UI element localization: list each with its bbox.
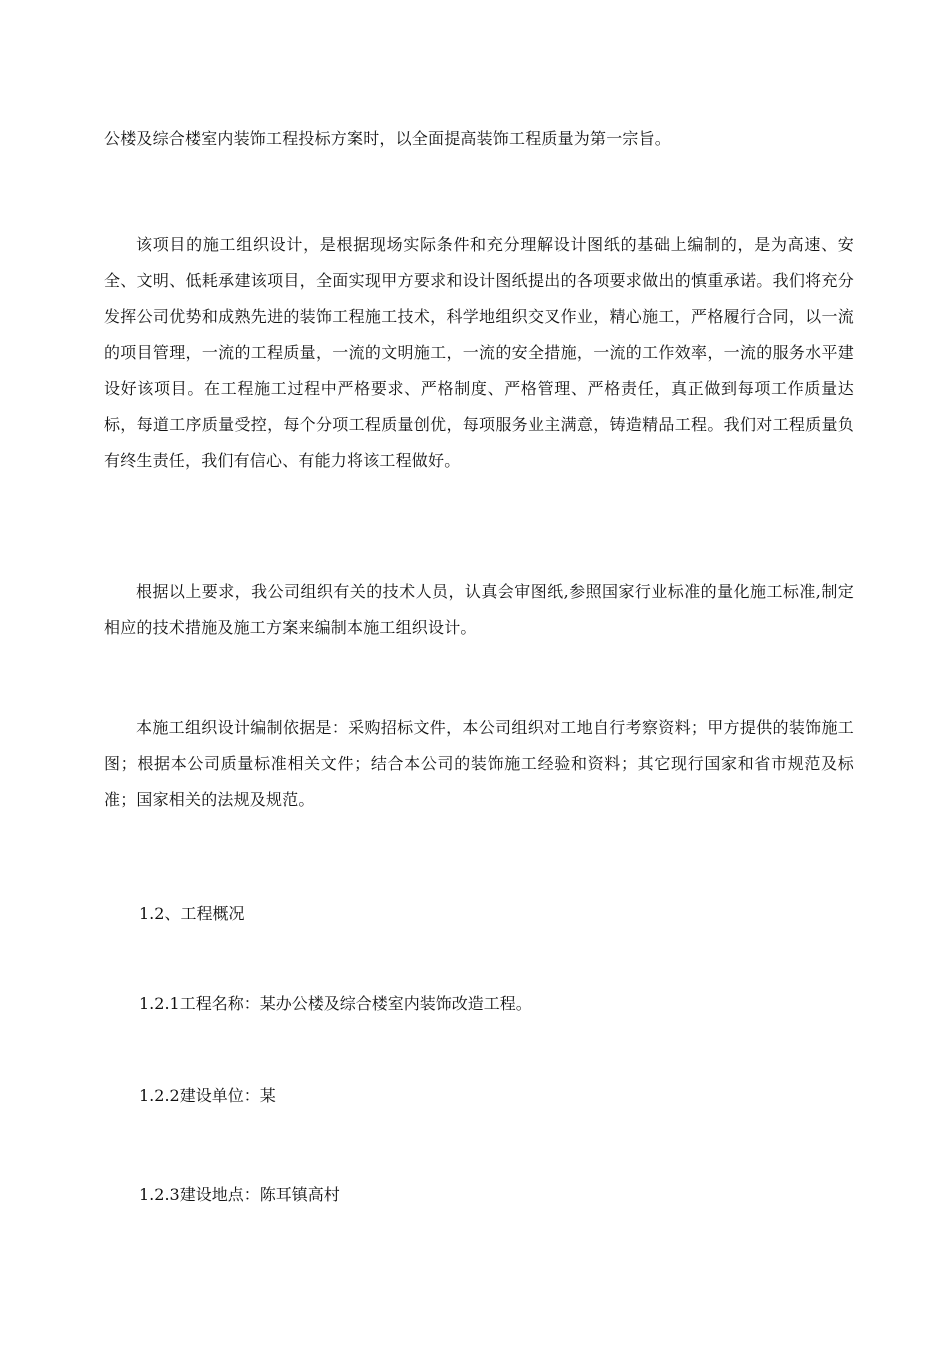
paragraph-basis: 本施工组织设计编制依据是：采购招标文件，本公司组织对工地自行考察资料；甲方提供的装饰施工图；根据本公司质量标准相关文件；结合本公司的装饰施工经验和资料；其它现行国家和省市规范及标准；国家相关的法规及规范。 (104, 718, 854, 809)
item-project-name: 1.2.1工程名称：某办公楼及综合楼室内装饰改造工程。 (139, 994, 532, 1013)
paragraph-project-design: 该项目的施工组织设计，是根据现场实际条件和充分理解设计图纸的基础上编制的，是为高速、安全、文明、低耗承建该项目，全面实现甲方要求和设计图纸提出的各项要求做出的慎重承诺。我们将充分发挥公司优势和成熟先进的装饰工程施工技术，科学地组织交叉作业，精心施工，严格履行合同，以一流的项目管理，一流的工程质量，一流的文明施工，一流的安全措施，一流的工作效率，一流的服务水平建设好该项目。在工程施工过程中严格要求、严格制度、严格管理、严格责任，真正做到每项工作质量达标，每道工序质量受控，每个分项工程质量创优，每项服务业主满意，铸造精品工程。我们对工程质量负有终生责任，我们有信心、有能力将该工程做好。 (104, 235, 854, 470)
section-heading-project-overview: 1.2、工程概况 (139, 904, 245, 923)
paragraph-intro-continuation: 公楼及综合楼室内装饰工程投标方案时，以全面提高装饰工程质量为第一宗旨。 (104, 129, 672, 148)
paragraph-requirements: 根据以上要求，我公司组织有关的技术人员，认真会审图纸,参照国家行业标准的量化施工标准,制定相应的技术措施及施工方案来编制本施工组织设计。 (104, 582, 854, 637)
item-construction-location: 1.2.3建设地点：陈耳镇高村 (139, 1185, 340, 1204)
item-construction-unit: 1.2.2建设单位：某 (139, 1086, 276, 1105)
